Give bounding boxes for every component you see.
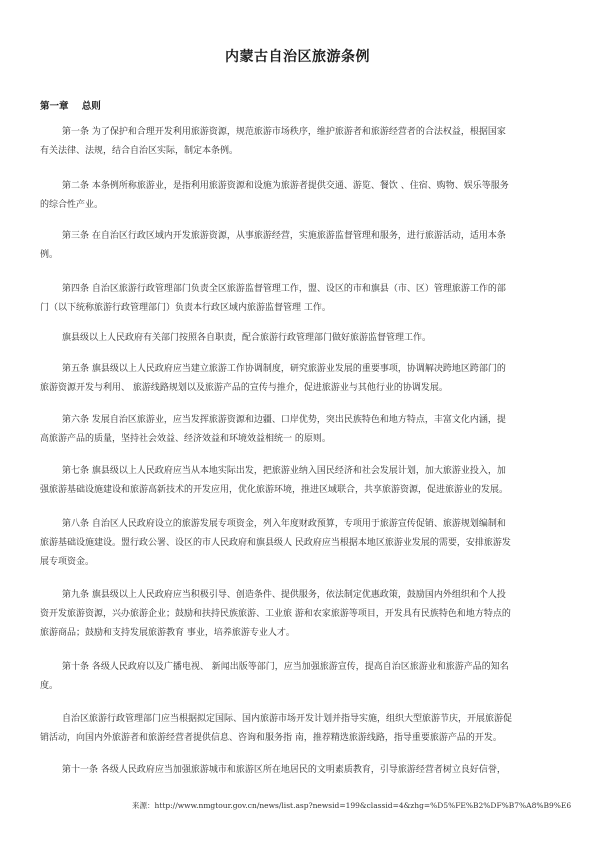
paragraph-line: 有关法律、法规，结合自治区实际，制定本条例。 xyxy=(40,146,239,156)
paragraph-line: 展专项资金。 xyxy=(40,557,95,567)
source-url: 来源：http://www.nmgtour.gov.cn/news/list.asp?newsid=199&classid=4&zhg=%D5%FE%B2%DF%B7%A8%B9%E6 xyxy=(132,801,572,810)
paragraph-article-3 xyxy=(40,227,562,265)
paragraph-article-10-note xyxy=(40,710,562,748)
paragraph-article-1 xyxy=(40,123,562,161)
paragraph-line: 第七条 旗县级以上人民政府应当从本地实际出发，把旅游业纳入国民经济和社会发展计划，加大旅游业投入，加 xyxy=(62,466,506,476)
document-title: 内蒙古自治区旅游条例 xyxy=(225,49,370,65)
paragraph-line: 强旅游基础设施建设和旅游高新技术的开发应用，优化旅游环境，推进区域联合，共享旅游资源，促进旅游业的发展。 xyxy=(40,485,509,495)
paragraph-article-4-note xyxy=(62,329,562,348)
chapter-heading: 第一章 总则 xyxy=(40,101,101,112)
paragraph-line: 第二条 本条例所称旅游业，是指利用旅游资源和设施为旅游者提供交通、游览、餐饮 、住宿、购物、娱乐等服务 xyxy=(62,181,509,191)
paragraph-line: 旅游商品；鼓励和支持发展旅游教育 事业，培养旅游专业人才。 xyxy=(40,628,295,638)
paragraph-line: 度。 xyxy=(40,681,59,691)
paragraph-line: 资开发旅游资源，兴办旅游企业；鼓励和扶持民族旅游、工业旅 游和农家旅游等项目，开发具有民族特色和地方特点的 xyxy=(40,609,511,619)
paragraph-article-2 xyxy=(40,177,562,215)
paragraph-article-8 xyxy=(40,515,562,572)
paragraph-line: 第八条 自治区人民政府设立的旅游发展专项资金，列入年度财政预算，专项用于旅游宣传促销、旅游规划编制和 xyxy=(62,519,506,529)
paragraph-line: 第五条 旗县级以上人民政府应当建立旅游工作协调制度，研究旅游业发展的重要事项，协调解决跨地区跨部门的 xyxy=(62,364,506,374)
paragraph-line: 旅游资源开发与利用、 旅游线路规划以及旅游产品的宣传与推介，促进旅游业与其他行业的协调发展。 xyxy=(40,383,448,393)
paragraph-article-4 xyxy=(40,280,562,318)
paragraph-article-10 xyxy=(40,658,562,696)
paragraph-line: 旅游基础设施建设。盟行政公署、设区的市人民政府和旗县级人 民政府应当根据本地区旅游业发展的需要，安排旅游发 xyxy=(40,538,511,548)
paragraph-line: 第一条 为了保护和合理开发利用旅游资源，规范旅游市场秩序，维护旅游者和旅游经营者的合法权益，根据国家 xyxy=(62,127,506,137)
paragraph-line: 自治区旅游行政管理部门应当根据拟定国际、国内旅游市场开发计划并指导实施，组织大型旅游节庆，开展旅游促 xyxy=(62,714,513,724)
paragraph-line: 高旅游产品的质量，坚持社会效益、经济效益和环境效益相统一 的原则。 xyxy=(40,434,331,444)
paragraph-article-11 xyxy=(62,761,562,780)
paragraph-line: 第十一条 各级人民政府应当加强旅游城市和旅游区所在地居民的文明素质教育，引导旅游经营者树立良好信誉， xyxy=(62,765,506,775)
paragraph-line: 第三条 在自治区行政区域内开发旅游资源，从事旅游经营，实施旅游监督管理和服务，进行旅游活动，适用本条 xyxy=(62,231,506,241)
paragraph-article-5 xyxy=(40,360,562,398)
paragraph-article-7 xyxy=(40,462,562,500)
paragraph-line: 第九条 旗县级以上人民政府应当积极引导、创造条件、提供服务，依法制定优惠政策，鼓励国内外组织和个人投 xyxy=(62,590,506,600)
paragraph-line: 第六条 发展自治区旅游业，应当发挥旅游资源和边疆、口岸优势，突出民族特色和地方特点，丰富文化内涵，提 xyxy=(62,415,506,425)
paragraph-line: 销活动，向国内外旅游者和旅游经营者提供信息、咨询和服务指 南，推荐精选旅游线路，指导重要旅游产品的开发。 xyxy=(40,733,502,743)
paragraph-line: 第十条 各级人民政府以及广播电视、 新闻出版等部门，应当加强旅游宣传，提高自治区旅游业和旅游产品的知名 xyxy=(62,662,509,672)
paragraph-article-6 xyxy=(40,411,562,449)
paragraph-line: 旗县级以上人民政府有关部门按照各自职责，配合旅游行政管理部门做好旅游监督管理工作。 xyxy=(62,333,432,343)
paragraph-line: 例。 xyxy=(40,250,59,260)
paragraph-line: 的综合性产业。 xyxy=(40,200,104,210)
paragraph-line: 第四条 自治区旅游行政管理部门负责全区旅游监督管理工作，盟、设区的市和旗县（市、区）管理旅游工作的部 xyxy=(62,284,506,294)
paragraph-article-9 xyxy=(40,586,562,643)
paragraph-line: 门（以下统称旅游行政管理部门）负责本行政区域内旅游监督管理 工作。 xyxy=(40,303,331,313)
